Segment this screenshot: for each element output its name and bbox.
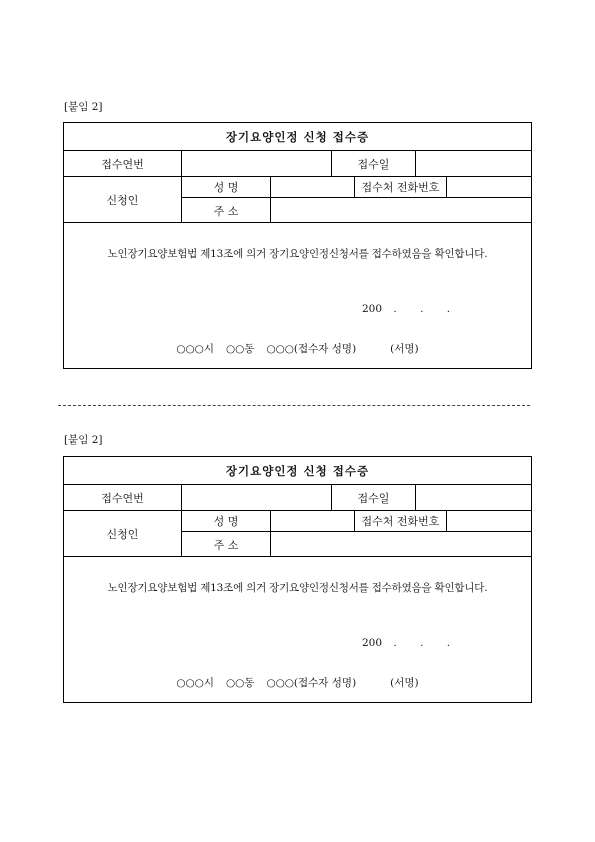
signature-line bbox=[64, 675, 531, 690]
phone-label: 접수처 전화번호 bbox=[354, 177, 446, 197]
applicant-label: 신청인 bbox=[106, 527, 139, 541]
form-title-row bbox=[64, 457, 531, 485]
receipt-date-label: 접수일 bbox=[331, 151, 415, 176]
name-field[interactable] bbox=[270, 177, 354, 197]
sign-city: ○○○시 bbox=[176, 677, 214, 689]
form-title: 장기요양인정 신청 접수증 bbox=[225, 463, 370, 478]
date-year: 200 bbox=[362, 637, 383, 649]
receipt-info-row bbox=[64, 151, 531, 177]
sign-city: ○○○시 bbox=[176, 343, 214, 355]
address-label: 주 소 bbox=[181, 198, 270, 223]
date-line bbox=[362, 637, 450, 649]
receipt-no-label: 접수연번 bbox=[101, 491, 144, 505]
receipt-form bbox=[63, 456, 532, 703]
cut-line-divider bbox=[58, 405, 530, 406]
name-label: 성 명 bbox=[181, 177, 270, 197]
name-label: 성 명 bbox=[181, 511, 270, 531]
sign-seal: (서명) bbox=[390, 343, 419, 355]
phone-label: 접수처 전화번호 bbox=[354, 511, 446, 531]
receipt-info-row bbox=[64, 485, 531, 511]
attachment-label: [붙임 2] bbox=[64, 101, 103, 113]
date-line bbox=[362, 303, 450, 315]
date-dots: . . . bbox=[393, 637, 451, 649]
confirmation-statement: 노인장기요양보험법 제13조에 의거 장기요양인정신청서를 접수하였음을 확인합니다. bbox=[107, 582, 488, 594]
attachment-label: [붙임 2] bbox=[64, 434, 103, 446]
applicant-row bbox=[64, 177, 531, 223]
phone-field[interactable] bbox=[446, 177, 531, 197]
date-dots: . . . bbox=[393, 303, 451, 315]
receipt-no-label: 접수연번 bbox=[101, 157, 144, 171]
confirmation-statement: 노인장기요양보험법 제13조에 의거 장기요양인정신청서를 접수하였음을 확인합니다. bbox=[107, 248, 488, 260]
address-field[interactable] bbox=[270, 532, 531, 557]
receipt-date-field[interactable] bbox=[415, 151, 531, 176]
applicant-row bbox=[64, 511, 531, 557]
receipt-no-field[interactable] bbox=[181, 151, 331, 176]
sign-dong: ○○동 bbox=[225, 677, 255, 689]
sign-name: ○○○(접수자 성명) bbox=[266, 677, 357, 689]
address-field[interactable] bbox=[270, 198, 531, 223]
date-year: 200 bbox=[362, 303, 383, 315]
applicant-label: 신청인 bbox=[106, 193, 139, 207]
signature-line bbox=[64, 341, 531, 356]
address-label: 주 소 bbox=[181, 532, 270, 557]
name-field[interactable] bbox=[270, 511, 354, 531]
form-title: 장기요양인정 신청 접수증 bbox=[225, 129, 370, 144]
form-title-row bbox=[64, 123, 531, 151]
phone-field[interactable] bbox=[446, 511, 531, 531]
receipt-form bbox=[63, 122, 532, 369]
receipt-no-field[interactable] bbox=[181, 485, 331, 510]
sign-dong: ○○동 bbox=[225, 343, 255, 355]
sign-seal: (서명) bbox=[390, 677, 419, 689]
receipt-date-field[interactable] bbox=[415, 485, 531, 510]
sign-name: ○○○(접수자 성명) bbox=[266, 343, 357, 355]
receipt-date-label: 접수일 bbox=[331, 485, 415, 510]
